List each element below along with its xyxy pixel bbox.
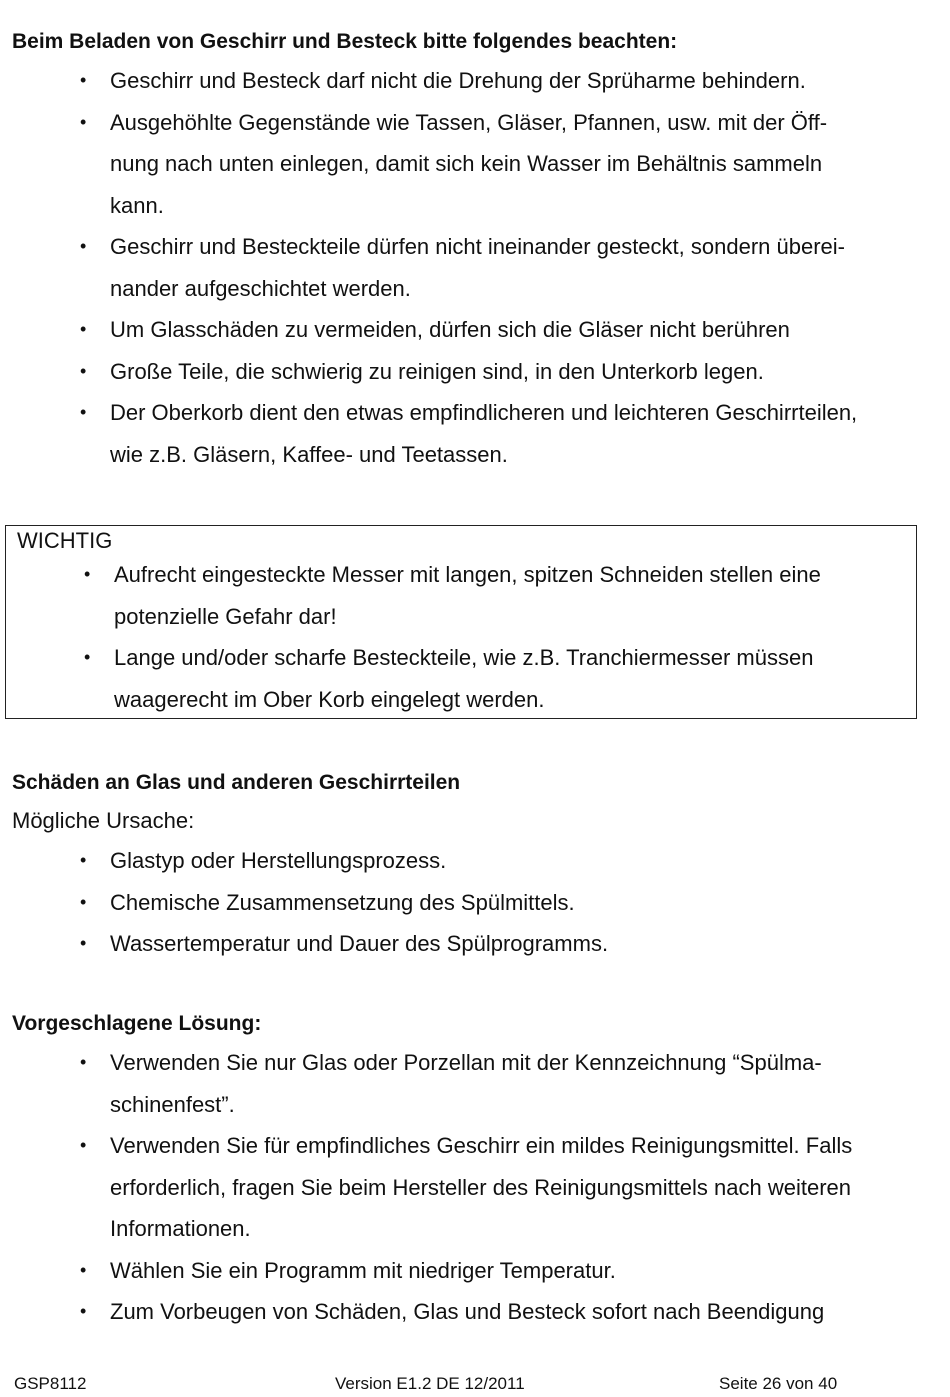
list-item-line: Geschirr und Besteckteile dürfen nicht ineinander gesteckt, sondern überei- [110,234,845,259]
list-item-line: erforderlich, fragen Sie beim Hersteller des Reinigungsmittels nach weiteren [110,1174,852,1200]
footer-model: GSP8112 [14,1374,87,1393]
list-item-line: Zum Vorbeugen von Schäden, Glas und Besteck sofort nach Beendigung [110,1299,825,1324]
list-item-line: Große Teile, die schwierig zu reinigen sind, in den Unterkorb legen. [110,358,764,384]
suggested-solutions-list [80,1042,915,1333]
list-item-line: waagerecht im Ober Korb eingelegt werden. [114,686,545,712]
bullet-icon: • [80,111,87,132]
bullet-icon: • [80,850,87,870]
loading-tips-list [80,60,915,475]
bullet-icon: • [80,1301,87,1321]
list-item [84,637,904,720]
list-item-line: Glastyp oder Herstellungsprozess. [110,848,447,873]
bullet-icon: • [80,1135,87,1155]
bullet-icon: • [80,1259,87,1280]
important-notice-list [84,554,904,720]
list-item [80,882,915,924]
section-heading-loading: Beim Beladen von Geschirr und Besteck bitte folgendes beachten: [12,30,678,53]
list-item-line: Lange und/oder scharfe Besteckteile, wie z.B. Tranchiermesser müssen [114,645,814,670]
footer-version: Version E1.2 DE 12/2011 [335,1374,525,1393]
list-item [80,923,915,965]
bullet-icon: • [80,319,87,339]
list-item-line: kann. [110,192,164,218]
list-item [80,840,915,882]
bullet-icon: • [80,402,87,422]
possible-cause-label: Mögliche Ursache: [12,808,195,833]
list-item [84,554,904,637]
list-item-line: nander aufgeschichtet werden. [110,275,411,301]
list-item-line: Der Oberkorb dient den etwas empfindlicheren und leichteren Geschirrteilen, [110,400,858,425]
list-item-line: potenzielle Gefahr dar! [114,603,337,629]
bullet-icon: • [80,933,87,953]
list-item [80,309,915,351]
list-item [80,1042,915,1125]
footer-page-number: Seite 26 von 40 [719,1374,838,1393]
list-item-line: Wassertemperatur und Dauer des Spülprogramms. [110,931,609,956]
list-item [80,351,915,393]
section-heading-solution: Vorgeschlagene Lösung: [12,1012,262,1035]
important-notice-box [5,525,917,719]
bullet-icon: • [80,70,87,90]
list-item-line: Verwenden Sie nur Glas oder Porzellan mit der Kennzeichnung “Spülma- [110,1050,822,1075]
list-item-line: Geschirr und Besteck darf nicht die Drehung der Sprüharme behindern. [110,68,806,93]
list-item-line: nung nach unten einlegen, damit sich kein Wasser im Behältnis sammeln [110,151,823,176]
bullet-icon: • [80,1052,87,1072]
list-item [80,1291,915,1333]
bullet-icon: • [84,564,91,584]
list-item-line: schinenfest”. [110,1091,235,1117]
bullet-icon: • [80,360,87,381]
list-item [80,1250,915,1292]
bullet-icon: • [80,891,87,912]
list-item [80,226,915,309]
list-item-line: Wählen Sie ein Programm mit niedriger Temperatur. [110,1257,616,1283]
bullet-icon: • [80,236,87,256]
list-item-line: wie z.B. Gläsern, Kaffee- und Teetassen. [110,441,508,467]
important-notice-title: WICHTIG [17,528,113,553]
section-heading-damage: Schäden an Glas und anderen Geschirrteilen [12,771,461,794]
list-item [80,60,915,102]
list-item [80,392,915,475]
bullet-icon: • [84,647,91,667]
list-item-line: Aufrecht eingesteckte Messer mit langen, spitzen Schneiden stellen eine [114,562,821,587]
list-item-line: Informationen. [110,1216,251,1241]
possible-causes-list [80,840,915,965]
list-item [80,1125,915,1250]
list-item [80,102,915,227]
list-item-line: Um Glasschäden zu vermeiden, dürfen sich die Gläser nicht berühren [110,317,790,342]
list-item-line: Chemische Zusammensetzung des Spülmittels. [110,889,575,915]
list-item-line: Ausgehöhlte Gegenstände wie Tassen, Gläser, Pfannen, usw. mit der Öff- [110,109,828,135]
list-item-line: Verwenden Sie für empfindliches Geschirr ein mildes Reinigungsmittel. Falls [110,1133,853,1158]
